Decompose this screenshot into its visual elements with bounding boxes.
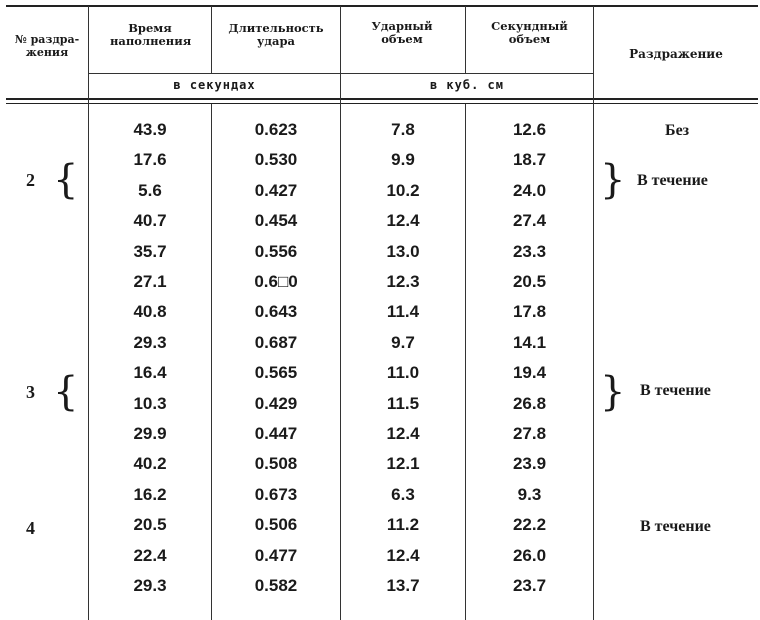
stroke-volume-cell: 11.2 [386, 515, 420, 534]
header-stroke-duration: Длительность удара [228, 21, 324, 48]
stroke-volume-cell: 9.9 [391, 150, 415, 169]
stroke-duration-cell: 0.506 [254, 515, 298, 534]
second-volume-cell: 27.8 [512, 424, 547, 443]
fill-time-cell: 16.2 [133, 485, 167, 504]
second-volume-cell: 23.9 [512, 454, 547, 473]
second-volume-cell: 22.2 [512, 515, 547, 534]
stroke-duration-cell: 0.643 [254, 302, 298, 321]
stroke-duration-cell: 0.673 [254, 485, 298, 504]
stroke-duration-cell: 0.687 [254, 333, 298, 352]
fill-time-cell: 22.4 [133, 546, 167, 565]
stroke-duration-cell: 0.477 [254, 546, 298, 565]
second-volume-cell: 12.6 [512, 120, 547, 139]
stroke-duration-cell: 0.427 [254, 181, 298, 200]
stimulation-label: В течение [637, 172, 708, 189]
fill-time-cell: 17.6 [133, 150, 167, 169]
header-second-volume: Секундный объем [491, 19, 568, 46]
second-volume-cell: 14.1 [512, 333, 547, 352]
right-brace: } [600, 369, 626, 415]
stroke-volume-cell: 13.7 [386, 576, 420, 595]
second-volume-cell: 26.0 [512, 546, 547, 565]
header-stimulation-number: № раздра-жения [14, 33, 80, 59]
group-number: 2 [26, 170, 35, 190]
stroke-duration-cell: 0.565 [254, 363, 298, 382]
stroke-duration-cell: 0.429 [254, 394, 298, 413]
stroke-duration-cell: 0.556 [254, 242, 298, 261]
fill-time-cell: 43.9 [133, 120, 167, 139]
unit-seconds: в секундах [173, 78, 256, 92]
group-number: 3 [26, 382, 35, 402]
column-divider [211, 6, 212, 73]
fill-time-cell: 40.2 [133, 454, 167, 473]
stroke-duration-cell: 0.582 [254, 576, 298, 595]
stimulation-label: Без [665, 122, 690, 139]
second-volume-cell: 24.0 [512, 181, 547, 200]
stroke-volume-cell: 12.4 [386, 546, 420, 565]
fill-time-cell: 29.9 [133, 424, 167, 443]
header-bottom-rule-double [6, 103, 758, 104]
stroke-duration-cell: 0.6□0 [254, 272, 298, 291]
stroke-volume-cell: 12.4 [386, 424, 420, 443]
stroke-duration-cell: 0.530 [254, 150, 298, 169]
stroke-duration-cell: 0.454 [254, 211, 298, 230]
left-brace: { [53, 369, 79, 415]
stroke-duration-cell: 0.623 [254, 120, 298, 139]
group-number: 4 [26, 518, 35, 538]
unit-cubic-cm: в куб. см [429, 78, 505, 92]
second-volume-cell: 27.4 [512, 211, 547, 230]
column-divider [593, 6, 594, 620]
stroke-volume-cell: 6.3 [391, 485, 415, 504]
second-volume-cell: 9.3 [517, 485, 542, 504]
stroke-volume-cell: 12.3 [386, 272, 420, 291]
stroke-volume-cell: 13.0 [386, 242, 420, 261]
second-volume-cell: 19.4 [512, 363, 547, 382]
fill-time-cell: 10.3 [133, 394, 167, 413]
header-stimulation: Раздражение [629, 47, 723, 61]
fill-time-cell: 5.6 [138, 181, 162, 200]
fill-time-cell: 29.3 [133, 333, 167, 352]
stroke-duration-cell: 0.508 [254, 454, 298, 473]
stroke-volume-cell: 11.5 [386, 394, 420, 413]
second-volume-cell: 17.8 [512, 302, 547, 321]
stroke-volume-cell: 12.4 [386, 211, 420, 230]
fill-time-cell: 40.7 [133, 211, 167, 230]
header-bottom-rule [6, 98, 758, 100]
stimulation-label: В течение [640, 518, 711, 535]
stroke-duration-cell: 0.447 [254, 424, 298, 443]
right-brace: } [600, 157, 626, 203]
second-volume-cell: 23.7 [512, 576, 547, 595]
stroke-volume-cell: 12.1 [386, 454, 420, 473]
fill-time-cell: 40.8 [133, 302, 167, 321]
stroke-volume-cell: 11.0 [386, 363, 420, 382]
stimulation-label: В течение [640, 382, 711, 399]
stroke-volume-cell: 11.4 [386, 302, 420, 321]
second-volume-cell: 20.5 [512, 272, 547, 291]
fill-time-cell: 16.4 [133, 363, 167, 382]
second-volume-cell: 26.8 [512, 394, 547, 413]
stroke-volume-cell: 7.8 [391, 120, 415, 139]
top-rule [6, 5, 758, 7]
second-volume-cell: 23.3 [512, 242, 547, 261]
stroke-volume-cell: 9.7 [391, 333, 415, 352]
column-divider [465, 6, 466, 73]
fill-time-cell: 20.5 [133, 515, 167, 534]
fill-time-cell: 27.1 [133, 272, 167, 291]
fill-time-cell: 35.7 [133, 242, 167, 261]
stroke-volume-cell: 10.2 [386, 181, 420, 200]
header-stroke-volume: Ударный объем [371, 19, 433, 46]
second-volume-cell: 18.7 [512, 150, 547, 169]
header-fill-time: Время наполнения [110, 21, 192, 48]
left-brace: { [53, 157, 79, 203]
fill-time-cell: 29.3 [133, 576, 167, 595]
